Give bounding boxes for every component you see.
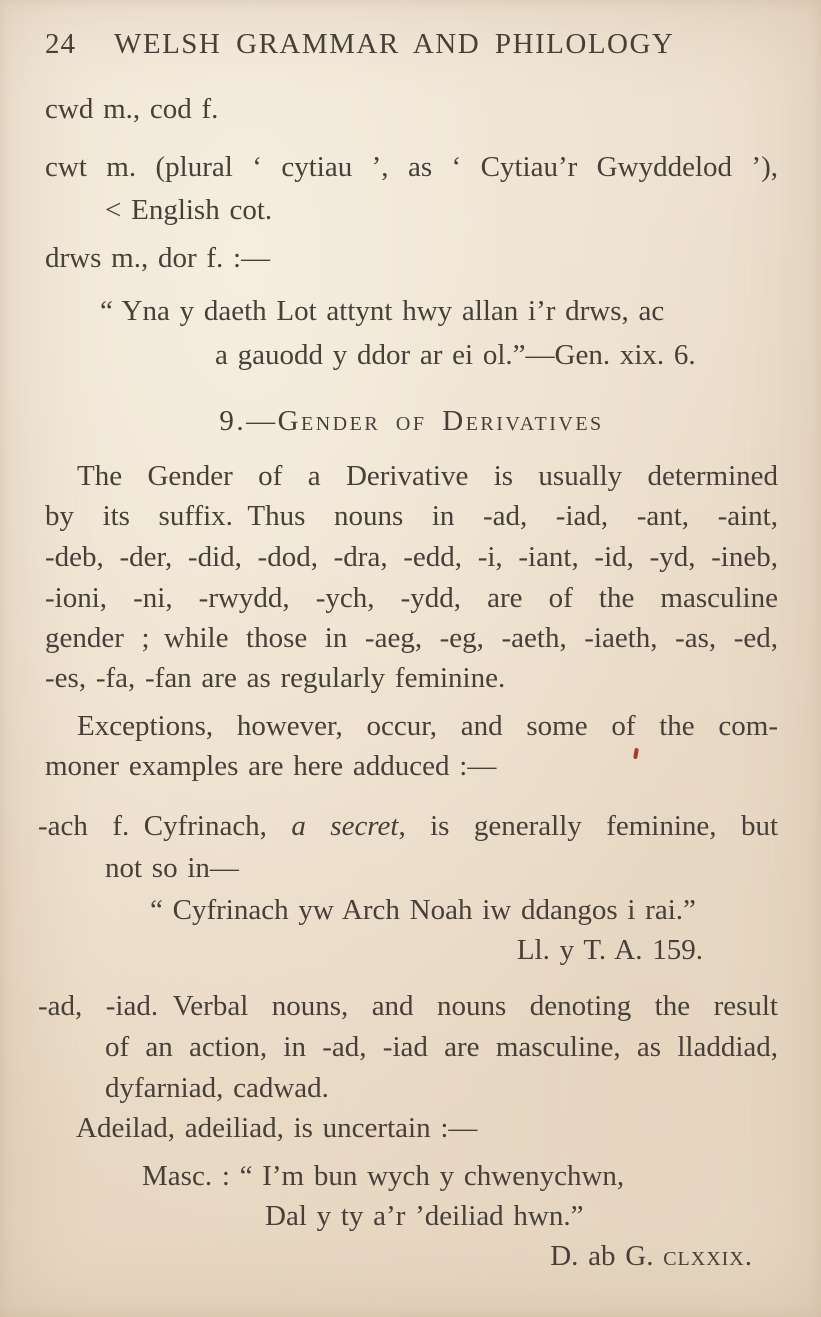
drws-quote-line1: “ Yna y daeth Lot attynt hwy allan i’r drws, ac (100, 295, 665, 327)
entry-ad-line2: of an action, in -ad, -iad are masculine, as lladdiad, (105, 1031, 778, 1063)
para1-line1: The Gender of a Derivative is usually determined (77, 460, 778, 492)
para1-line5: gender ; while those in -aeg, -eg, -aeth, -iaeth, -as, -ed, (45, 622, 778, 654)
entry-ach-line1 (38, 809, 778, 844)
entry-drws: drws m., dor f. :— (45, 242, 271, 274)
masc-attribution (45, 1239, 753, 1274)
entry-cwd: cwd m., cod f. (45, 93, 219, 125)
entry-ad-line4: Adeilad, adeiliad, is uncertain :— (76, 1112, 478, 1144)
para1-line6: -es, -fa, -fan are as regularly feminine. (45, 662, 506, 694)
ach-text-suffix: , is generally feminine, but (398, 810, 778, 842)
running-title: WELSH GRAMMAR AND PHILOLOGY (114, 28, 675, 60)
entry-ad-line3: dyfarniad, cadwad. (105, 1072, 329, 1104)
para1-line4: -ioni, -ni, -rwydd, -ych, -ydd, are of the masculine (45, 582, 778, 614)
entry-cwt-line2: < English cot. (105, 194, 273, 226)
entry-cwt-line1: cwt m. (plural ‘ cytiau ’, as ‘ Cytiau’r Gwyddelod ’), (45, 151, 778, 183)
entry-ach-line2: not so in— (105, 852, 239, 884)
masc-quote-line1: Masc. : “ I’m bun wych y chwenychwn, (142, 1160, 625, 1192)
ach-attribution: Ll. y T. A. 159. (516, 934, 703, 966)
para2-line2: moner examples are here adduced :— (45, 750, 497, 782)
drws-quote-line2: a gauodd y ddor ar ei ol.”—Gen. xix. 6. (215, 339, 696, 371)
entry-ad-line1: -ad, -iad. Verbal nouns, and nouns denoting the result (38, 990, 778, 1022)
attribution-author: D. ab G. (550, 1240, 664, 1272)
attribution-numeral: clxxix. (663, 1240, 753, 1272)
para1-line2: by its suffix. Thus nouns in -ad, -iad, -ant, -aint, (45, 500, 778, 532)
section-heading: 9.—Gender of Derivatives (219, 405, 604, 437)
masc-quote-line2: Dal y ty a’r ’deiliad hwn.” (265, 1200, 584, 1232)
page-number: 24 (45, 28, 76, 60)
para2-line1: Exceptions, however, occur, and some of the com- (77, 710, 778, 742)
ach-text-italic: a secret (291, 810, 399, 842)
para1-line3: -deb, -der, -did, -dod, -dra, -edd, -i, -iant, -id, -yd, -ineb, (45, 541, 778, 573)
page-header (45, 27, 778, 62)
ach-text-prefix: -ach f. Cyfrinach, (38, 810, 292, 842)
ach-quote: “ Cyfrinach yw Arch Noah iw ddangos i rai.” (150, 894, 696, 926)
